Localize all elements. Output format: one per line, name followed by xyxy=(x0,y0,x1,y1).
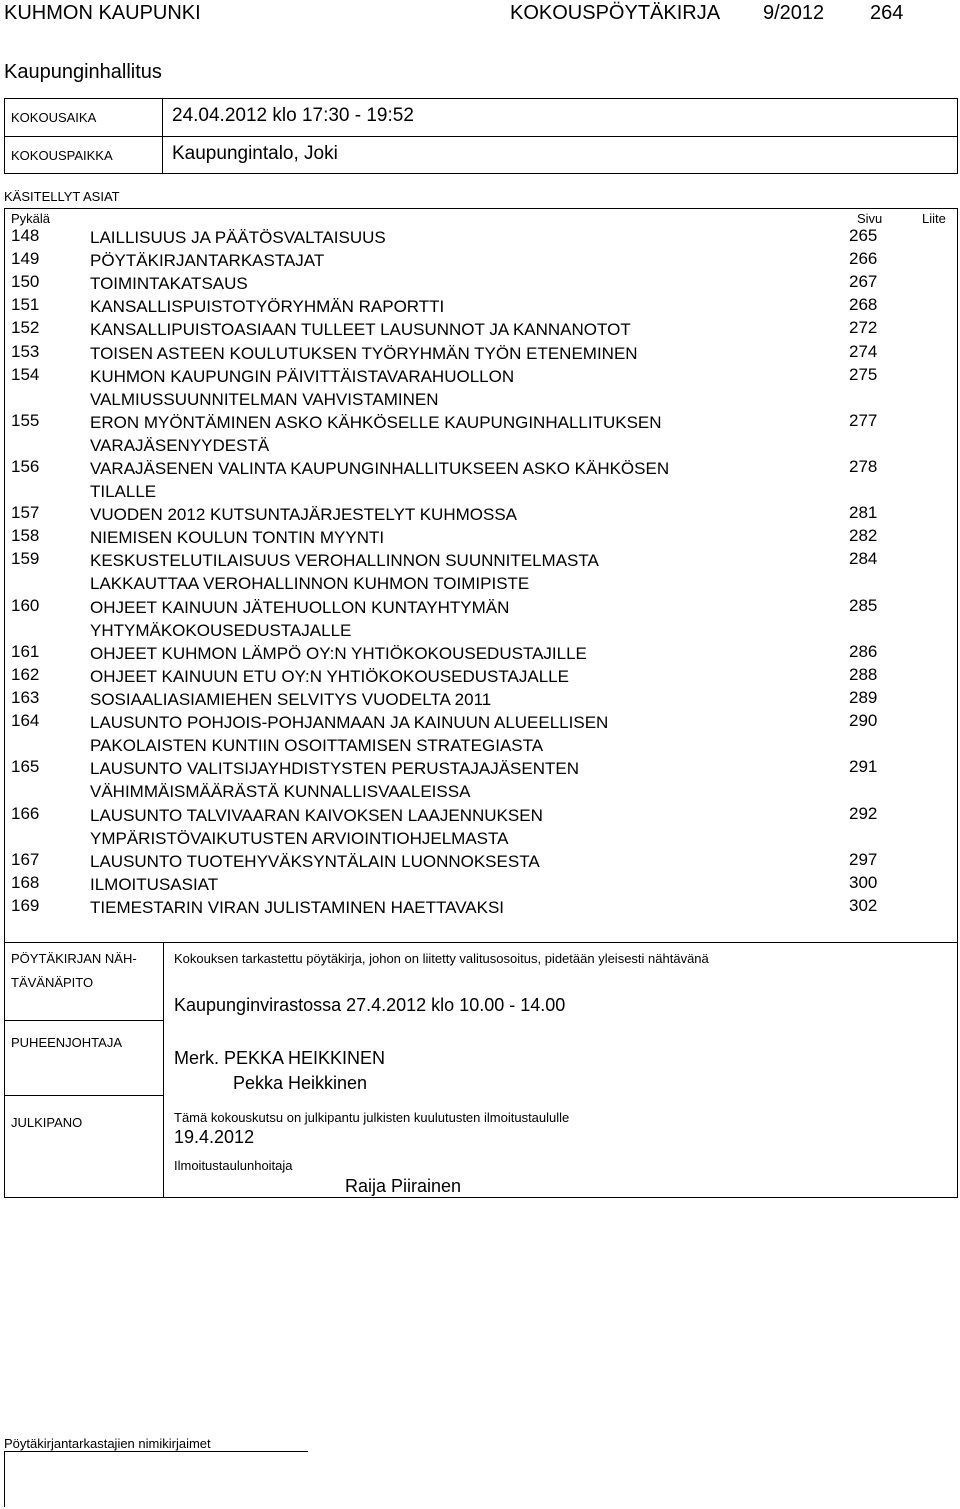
item-page: 265 xyxy=(849,226,878,245)
item-title xyxy=(90,642,587,665)
notice-date: 19.4.2012 xyxy=(174,1127,255,1147)
item-page: 274 xyxy=(849,341,878,361)
item-title xyxy=(90,249,324,272)
doc-type: KOKOUSPÖYTÄKIRJA xyxy=(510,2,721,24)
nahtavana-place: Kaupunginvirastossa 27.4.2012 klo 10.00 - 14.00 xyxy=(174,995,566,1015)
item-title xyxy=(90,295,444,318)
item-number: 163 xyxy=(11,688,40,707)
item-title xyxy=(90,665,569,688)
item-page: 291 xyxy=(849,757,878,777)
item-number: 161 xyxy=(11,641,40,661)
notice-keeper-label: Ilmoitustaulunhoitaja xyxy=(174,1158,293,1173)
item-number: 158 xyxy=(11,526,40,546)
item-title xyxy=(90,804,543,850)
item-page: 290 xyxy=(849,711,878,731)
item-title xyxy=(90,850,540,873)
item-number: 159 xyxy=(11,549,40,569)
item-title xyxy=(90,411,662,457)
item-page: 285 xyxy=(849,595,878,615)
page-number: 264 xyxy=(870,2,904,24)
col-liite: Liite xyxy=(922,211,946,226)
item-title-line: OHJEET KUHMON LÄMPÖ OY:N YHTIÖKOKOUSEDUSTAJILLE xyxy=(90,643,587,663)
item-title xyxy=(90,688,491,711)
item-number: 148 xyxy=(11,226,40,245)
item-title xyxy=(90,503,517,526)
item-title-line: TIEMESTARIN VIRAN JULISTAMINEN HAETTAVAKSI xyxy=(90,897,505,917)
nahtavana-label-1: PÖYTÄKIRJAN NÄH- xyxy=(11,951,137,966)
item-page: 288 xyxy=(849,664,878,684)
meeting-info-separator xyxy=(4,136,958,137)
item-page: 278 xyxy=(849,457,878,476)
meeting-place-label: KOKOUSPAIKKA xyxy=(11,148,113,163)
item-title xyxy=(90,757,579,803)
item-title-line: KUHMON KAUPUNGIN PÄIVITTÄISTAVARAHUOLLON xyxy=(90,366,515,386)
item-title xyxy=(90,272,248,295)
item-number: 155 xyxy=(11,410,40,430)
item-title-line: ILMOITUSASIAT xyxy=(90,874,219,894)
signatures-box-edge xyxy=(4,1451,5,1507)
notice-label: JULKIPANO xyxy=(11,1115,83,1130)
meeting-time-label: KOKOUSAIKA xyxy=(11,110,97,125)
item-title-line: VARAJÄSENYYDESTÄ xyxy=(90,435,270,455)
item-number: 151 xyxy=(11,295,40,315)
footer-box xyxy=(4,942,958,1198)
item-number: 169 xyxy=(11,895,40,915)
item-number: 149 xyxy=(11,249,40,269)
item-page: 277 xyxy=(849,410,878,430)
item-title xyxy=(90,526,384,549)
item-title-line: VALMIUSSUUNNITELMAN VAHVISTAMINEN xyxy=(90,389,439,409)
item-title-line: LAUSUNTO POHJOIS-POHJANMAAN JA KAINUUN ALUEELLISEN xyxy=(90,713,609,733)
item-number: 150 xyxy=(11,272,40,292)
item-title-line: KANSALLIPUISTOASIAAN TULLEET LAUSUNNOT JA KANNANOTOT xyxy=(90,320,631,340)
item-page: 302 xyxy=(849,895,878,915)
item-number: 168 xyxy=(11,872,40,892)
item-title-line: YHTYMÄKOKOUSEDUSTAJALLE xyxy=(90,620,352,640)
item-number: 165 xyxy=(11,757,40,777)
col-sivu: Sivu xyxy=(857,211,883,226)
footer-separator-2 xyxy=(4,1095,164,1096)
item-page: 297 xyxy=(849,849,878,869)
item-page: 284 xyxy=(849,549,878,569)
item-title-line: TOIMINTAKATSAUS xyxy=(90,274,248,294)
item-page: 275 xyxy=(849,364,878,384)
signatures-label: Pöytäkirjantarkastajien nimikirjaimet xyxy=(4,1436,211,1451)
item-title-line: LAUSUNTO VALITSIJAYHDISTYSTEN PERUSTAJAJÄSENTEN xyxy=(90,759,580,779)
nahtavana-label-2: TÄVÄNÄPITO xyxy=(11,975,94,990)
chair-name: Pekka Heikkinen xyxy=(233,1073,368,1093)
item-number: 152 xyxy=(11,318,40,338)
item-page: 266 xyxy=(849,249,878,269)
item-title xyxy=(90,226,386,249)
item-number: 160 xyxy=(11,595,40,615)
item-page: 282 xyxy=(849,526,878,546)
item-title-line: OHJEET KAINUUN JÄTEHUOLLON KUNTAYHTYMÄN xyxy=(90,597,510,617)
item-title-line: OHJEET KAINUUN ETU OY:N YHTIÖKOKOUSEDUSTAJALLE xyxy=(90,666,569,686)
item-page: 300 xyxy=(849,872,878,892)
item-title-line: LAILLISUUS JA PÄÄTÖSVALTAISUUS xyxy=(90,228,386,247)
item-title-line: YMPÄRISTÖVAIKUTUSTEN ARVIOINTIOHJELMASTA xyxy=(90,828,509,848)
doc-number: 9/2012 xyxy=(763,2,825,24)
notice-keeper-name: Raija Piirainen xyxy=(345,1176,462,1196)
item-page: 268 xyxy=(849,295,878,315)
item-title xyxy=(90,365,514,411)
org-name: KUHMON KAUPUNKI xyxy=(4,2,201,24)
notice-text: Tämä kokouskutsu on julkipantu julkisten kuulutusten ilmoitustaululle xyxy=(174,1110,570,1125)
item-title xyxy=(90,711,608,757)
item-title-line: KESKUSTELUTILAISUUS VEROHALLINNON SUUNNITELMASTA xyxy=(90,551,599,571)
item-title-line: KANSALLISPUISTOTYÖRYHMÄN RAPORTTI xyxy=(90,297,445,317)
item-title-line: ERON MYÖNTÄMINEN ASKO KÄHKÖSELLE KAUPUNGINHALLITUKSEN xyxy=(90,412,662,432)
item-title xyxy=(90,457,669,503)
item-title xyxy=(90,896,504,919)
item-title-line: VÄHIMMÄISMÄÄRÄSTÄ KUNNALLISVAALEISSA xyxy=(90,782,471,802)
meeting-place-value: Kaupungintalo, Joki xyxy=(172,143,338,164)
item-title-line: LAUSUNTO TUOTEHYVÄKSYNTÄLAIN LUONNOKSESTA xyxy=(90,851,540,871)
signatures-line xyxy=(4,1451,308,1452)
item-title-line: NIEMISEN KOULUN TONTIN MYYNTI xyxy=(90,528,385,548)
item-title-line: PÖYTÄKIRJANTARKASTAJAT xyxy=(90,251,325,271)
item-title xyxy=(90,342,638,365)
item-number: 153 xyxy=(11,341,40,361)
item-title-line: SOSIAALIASIAMIEHEN SELVITYS VUODELTA 2011 xyxy=(90,690,492,709)
footer-divider xyxy=(163,942,164,1198)
item-page: 281 xyxy=(849,503,878,523)
item-page: 286 xyxy=(849,641,878,661)
nahtavana-text: Kokouksen tarkastettu pöytäkirja, johon on liitetty valitusosoitus, pidetään yleisesti nähtävänä xyxy=(174,951,709,966)
body-name: Kaupunginhallitus xyxy=(4,61,162,83)
item-title-line: TILALLE xyxy=(90,482,157,501)
item-title-line: VUODEN 2012 KUTSUNTAJÄRJESTELYT KUHMOSSA xyxy=(90,505,517,525)
item-number: 167 xyxy=(11,849,40,869)
item-number: 156 xyxy=(11,457,40,476)
items-section-title: KÄSITELLYT ASIAT xyxy=(4,189,120,204)
item-title xyxy=(90,318,631,341)
col-pykala: Pykälä xyxy=(11,211,51,226)
item-number: 166 xyxy=(11,803,40,823)
footer-separator-1 xyxy=(4,1020,164,1021)
item-number: 154 xyxy=(11,364,40,384)
item-title-line: VARAJÄSENEN VALINTA KAUPUNGINHALLITUKSEEN ASKO KÄHKÖSEN xyxy=(90,459,670,478)
item-number: 162 xyxy=(11,664,40,684)
item-title xyxy=(90,549,599,595)
item-title xyxy=(90,873,218,896)
chair-label: PUHEENJOHTAJA xyxy=(11,1035,122,1050)
item-number: 164 xyxy=(11,711,40,731)
item-title-line: LAUSUNTO TALVIVAARAN KAIVOKSEN LAAJENNUKSEN xyxy=(90,805,543,825)
item-title-line: PAKOLAISTEN KUNTIIN OSOITTAMISEN STRATEGIASTA xyxy=(90,736,544,756)
item-title xyxy=(90,596,509,642)
item-page: 289 xyxy=(849,688,878,707)
meeting-time-value: 24.04.2012 klo 17:30 - 19:52 xyxy=(172,105,414,126)
item-page: 292 xyxy=(849,803,878,823)
item-number: 157 xyxy=(11,503,40,523)
item-page: 272 xyxy=(849,318,878,338)
item-title-line: LAKKAUTTAA VEROHALLINNON KUHMON TOIMIPISTE xyxy=(90,574,530,594)
item-title-line: TOISEN ASTEEN KOULUTUKSEN TYÖRYHMÄN TYÖN ETENEMINEN xyxy=(90,343,638,363)
item-page: 267 xyxy=(849,272,878,292)
chair-merk: Merk. PEKKA HEIKKINEN xyxy=(174,1048,386,1068)
